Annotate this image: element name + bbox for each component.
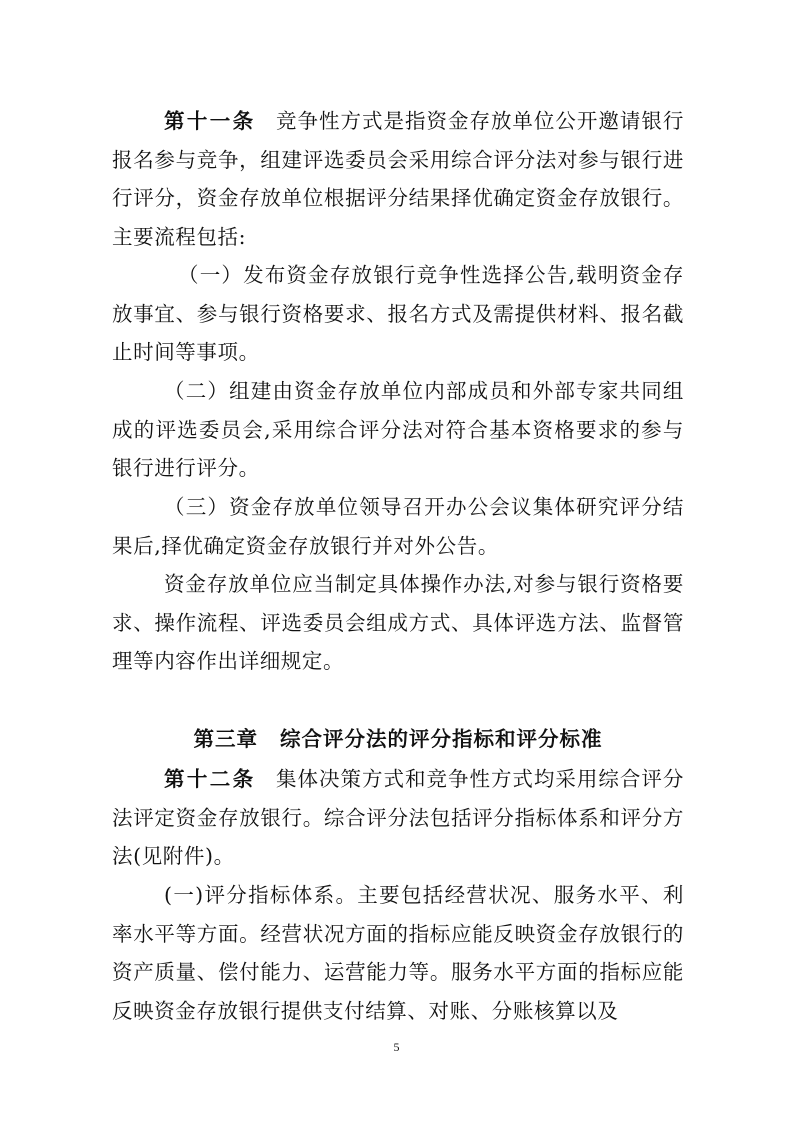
article-12-heading: 第十二条 — [164, 767, 256, 791]
page-number: 5 — [393, 1040, 400, 1054]
item-2-paragraph: （二）组建由资金存放单位内部成员和外部专家共同组成的评选委员会,采用综合评分法对符合基本资格要求的参与银行进行评分。 — [112, 379, 684, 481]
item-1-paragraph: （一）发布资金存放银行竞争性选择公告,载明资金存放事宜、参与银行资格要求、报名方式及需提供材料、报名截止时间等事项。 — [112, 263, 684, 365]
article-12-paragraph — [112, 760, 684, 876]
chapter-heading — [112, 720, 684, 758]
chapter-title: 综合评分法的评分指标和评分标准 — [280, 727, 603, 751]
item-12-1-paragraph: (一)评分指标体系。主要包括经营状况、服务水平、利率水平等方面。经营状况方面的指标应能反映资金存放银行的资产质量、偿付能力、运营能力等。服务水平方面的指标应能反映资金存放银行提供支付结算、对账、分账核算以及 — [112, 883, 684, 1023]
article-11-text: 竞争性方式是指资金存放单位公开邀请银行报名参与竞争，组建评选委员会采用综合评分法对参与银行进行评分，资金存放单位根据评分结果择优确定资金存放银行。主要流程包括: — [112, 109, 685, 249]
item-3-paragraph: （三）资金存放单位领导召开办公会议集体研究评分结果后,择优确定资金存放银行并对外公告。 — [112, 495, 684, 558]
article-12-text: 集体决策方式和竞争性方式均采用综合评分法评定资金存放银行。综合评分法包括评分指标体系和评分方法(见附件)。 — [112, 767, 685, 869]
chapter-number: 第三章 — [193, 727, 258, 751]
article-11-paragraph — [112, 102, 684, 256]
closing-paragraph: 资金存放单位应当制定具体操作办法,对参与银行资格要求、操作流程、评选委员会组成方式、具体评选方法、监督管理等内容作出详细规定。 — [112, 572, 684, 674]
article-11-heading: 第十一条 — [164, 109, 256, 133]
